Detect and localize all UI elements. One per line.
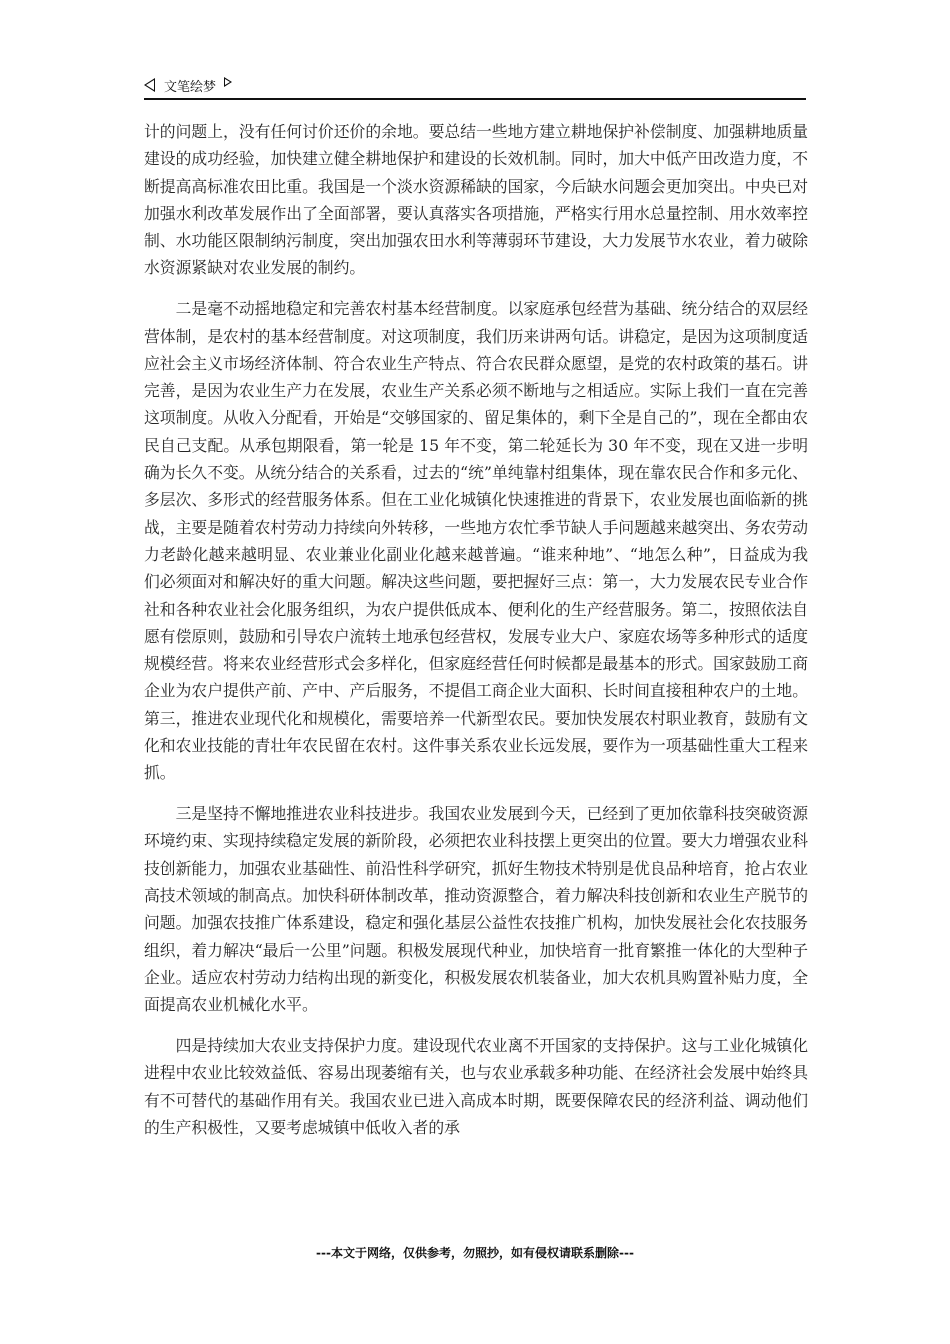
paragraph-3: 三是坚持不懈地推进农业科技进步。我国农业发展到今天，已经到了更加依靠科技突破资源环境约束、实现持续稳定发展的新阶段，必须把农业科技摆上更突出的位置。要大力增强农业科技创新能力，加强农业基础性、前沿性科学研究，抓好生物技术特别是优良品种培育，抢占农业高技术领域的制高点。加快科研体制改革，推动资源整合，着力解决科技创新和农业生产脱节的问题。加强农技推广体系建设，稳定和强化基层公益性农技推广机构，加快发展社会化农技服务组织，着力解决“最后一公里”问题。积极发展现代种业，加快培育一批育繁推一体化的大型种子企业。适应农村劳动力结构出现的新变化，积极发展农机装备业，加大农机具购置补贴力度，全面提高农业机械化水平。 (144, 804, 808, 1015)
paragraph-4: 四是持续加大农业支持保护力度。建设现代农业离不开国家的支持保护。这与工业化城镇化进程中农业比较效益低、容易出现萎缩有关，也与农业承载多种功能、在经济社会发展中始终具有不可替代的基础作用有关。我国农业已进入高成本时期，既要保障农民的经济利益、调动他们的生产积极性，又要考虑城镇中低收入者的承 (144, 1036, 808, 1137)
document-body (144, 118, 808, 1155)
triangle-right-icon (224, 77, 232, 87)
triangle-left-icon (144, 78, 155, 92)
paragraph-1: 计的问题上，没有任何讨价还价的余地。要总结一些地方建立耕地保护补偿制度、加强耕地质量建设的成功经验，加快建立健全耕地保护和建设的长效机制。同时，加大中低产田改造力度，不断提高高标准农田比重。我国是一个淡水资源稀缺的国家，今后缺水问题会更加突出。中央已对加强水利改革发展作出了全面部署，要认真落实各项措施，严格实行用水总量控制、用水效率控制、水功能区限制纳污制度，突出加强农田水利等薄弱环节建设，大力发展节水农业，着力破除水资源紧缺对农业发展的制约。 (144, 122, 808, 278)
page-footer: ---本文于网络，仅供参考，勿照抄，如有侵权请联系删除--- (316, 1246, 634, 1260)
paragraph-2: 二是毫不动摇地稳定和完善农村基本经营制度。以家庭承包经营为基础、统分结合的双层经营体制，是农村的基本经营制度。对这项制度，我们历来讲两句话。讲稳定，是因为这项制度适应社会主义市场经济体制、符合农业生产特点、符合农民群众愿望，是党的农村政策的基石。讲完善，是因为农业生产力在发展，农业生产关系必须不断地与之相适应。实际上我们一直在完善这项制度。从收入分配看，开始是“交够国家的、留足集体的，剩下全是自己的”，现在全都由农民自己支配。从承包期限看，第一轮是 15 年不变，第二轮延长为 30 年不变，现在又进一步明确为长久不变。从统分结合的关系看，过去的“统”单纯靠村组集体，现在靠农民合作和多元化、多层次、多形式的经营服务体系。但在工业化城镇化快速推进的背景下，农业发展也面临新的挑战，主要是随着农村劳动力持续向外转移，一些地方农忙季节缺人手问题越来越突出、务农劳动力老龄化越来越明显、农业兼业化副业化越来越普遍。“谁来种地”、“地怎么种”，日益成为我们必须面对和解决好的重大问题。解决这些问题，要把握好三点：第一，大力发展农民专业合作社和各种农业社会化服务组织，为农户提供低成本、便利化的生产经营服务。第二，按照依法自愿有偿原则，鼓励和引导农户流转土地承包经营权，发展专业大户、家庭农场等多种形式的适度规模经营。将来农业经营形式会多样化，但家庭经营任何时候都是最基本的形式。国家鼓励工商企业为农户提供产前、产中、产后服务，不提倡工商企业大面积、长时间直接租种农户的土地。第三，推进农业现代化和规模化，需要培养一代新型农民。要加快发展农村职业教育，鼓励有文化和农业技能的青壮年农民留在农村。这件事关系农业长远发展，要作为一项基础性重大工程来抓。 (144, 299, 808, 783)
header-title: 文笔绘梦 (164, 79, 217, 95)
page-header (144, 72, 806, 100)
